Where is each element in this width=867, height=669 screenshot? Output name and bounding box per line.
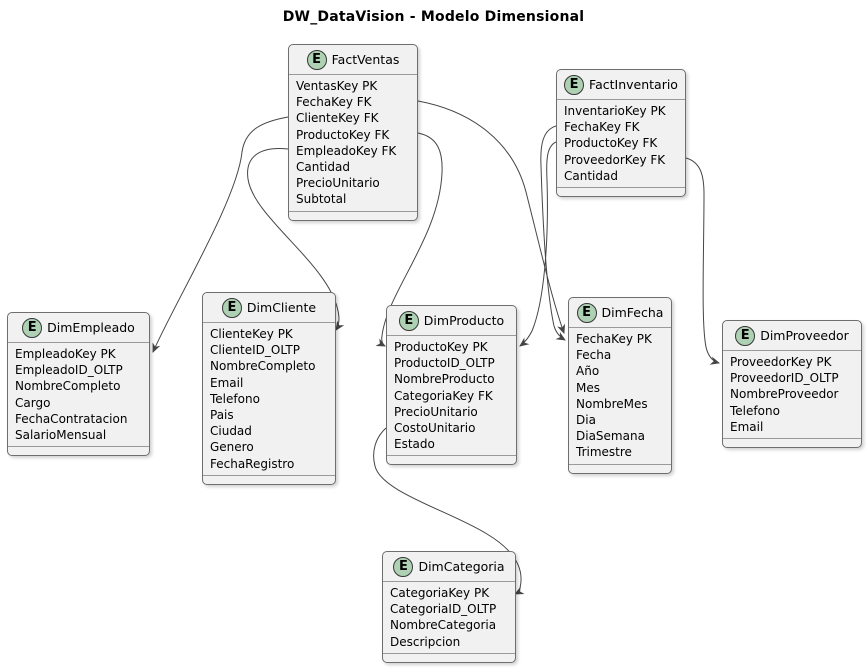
entity-dimempleado xyxy=(7,312,150,456)
entity-field: NombreProducto xyxy=(394,372,495,387)
entity-field: Fecha xyxy=(576,348,612,363)
entity-name: FactInventario xyxy=(589,77,678,92)
entity-spot-icon: E xyxy=(393,557,413,577)
entity-field: Descripcion xyxy=(390,634,461,649)
entity-name: DimProveedor xyxy=(760,328,849,343)
entity-field: PrecioUnitario xyxy=(394,404,478,419)
entity-name: DimProducto xyxy=(423,313,505,328)
edge-factinventario-dimproducto xyxy=(520,142,556,346)
entity-name: DimEmpleado xyxy=(47,320,135,335)
entity-field: Telefono xyxy=(730,403,780,418)
entity-field: ProductoKey PK xyxy=(394,340,488,354)
entity-dimcliente xyxy=(202,292,336,485)
entity-header xyxy=(723,321,861,351)
entity-field: Estado xyxy=(394,437,435,452)
entity-header xyxy=(289,45,417,75)
entity-field: Trimestre xyxy=(576,445,632,460)
entity-field: NombreCompleto xyxy=(15,379,121,394)
entity-spot-icon: E xyxy=(564,75,584,95)
entity-field: CategoriaKey FK xyxy=(394,388,493,403)
entity-field: FechaKey FK xyxy=(296,95,372,110)
entity-footer xyxy=(289,211,417,220)
diagram-title: DW_DataVision - Modelo Dimensional xyxy=(282,9,585,25)
entity-footer xyxy=(387,455,516,464)
entity-factinventario xyxy=(556,69,686,197)
entity-name: FactVentas xyxy=(331,52,400,67)
entity-header xyxy=(8,313,149,343)
entity-name: DimFecha xyxy=(601,305,664,320)
entity-dimproveedor xyxy=(722,320,862,448)
entity-spot-icon: E xyxy=(577,303,597,323)
entity-field: Telefono xyxy=(210,391,260,406)
entity-fields xyxy=(8,343,149,446)
entity-field: VentasKey PK xyxy=(296,79,378,93)
entity-field: EmpleadoKey FK xyxy=(296,143,397,158)
entity-field: ProductoKey FK xyxy=(564,136,658,151)
entity-field: CostoUnitario xyxy=(394,421,476,436)
entity-field: Ciudad xyxy=(210,424,252,439)
entity-spot-icon: E xyxy=(222,298,242,318)
entity-field: ProveedorKey PK xyxy=(730,355,832,369)
entity-fields xyxy=(387,336,516,455)
entity-header xyxy=(569,298,671,328)
entity-field: Genero xyxy=(210,440,254,455)
entity-spot-icon: E xyxy=(399,311,419,331)
entity-field: Cantidad xyxy=(296,160,350,175)
entity-field: DiaSemana xyxy=(576,429,645,444)
entity-field: ClienteKey FK xyxy=(296,111,379,126)
entity-name: DimCliente xyxy=(246,300,317,315)
entity-name: DimCategoria xyxy=(418,559,505,574)
entity-dimproducto xyxy=(386,305,517,465)
entity-field: CategoriaID_OLTP xyxy=(390,602,497,617)
entity-dimcategoria xyxy=(382,551,516,663)
entity-spot-icon: E xyxy=(307,50,327,70)
entity-field: ClienteID_OLTP xyxy=(210,343,300,358)
entity-field: ProveedorID_OLTP xyxy=(730,371,839,386)
entity-field: Dia xyxy=(576,413,596,428)
entity-field: Mes xyxy=(576,380,600,395)
entity-spot-icon: E xyxy=(735,326,755,346)
entity-field: NombreProveedor xyxy=(730,387,839,402)
entity-field: NombreCategoria xyxy=(390,618,497,633)
entity-header xyxy=(203,293,335,323)
entity-field: NombreCompleto xyxy=(210,359,316,374)
entity-fields xyxy=(203,323,335,475)
entity-field: ClienteKey PK xyxy=(210,327,293,341)
entity-field: Email xyxy=(730,419,764,434)
entity-field: NombreMes xyxy=(576,396,648,411)
entity-footer xyxy=(8,446,149,455)
edge-factventas-dimfecha xyxy=(418,101,564,333)
entity-fields xyxy=(289,75,417,211)
entity-fields xyxy=(723,351,861,438)
entity-footer xyxy=(569,464,671,473)
entity-field: Cantidad xyxy=(564,168,618,183)
entity-field: CategoriaKey PK xyxy=(390,586,490,600)
entity-field: Año xyxy=(576,364,600,379)
entity-field: ProductoID_OLTP xyxy=(394,356,495,371)
entity-field: Subtotal xyxy=(296,192,347,207)
entity-field: Email xyxy=(210,375,244,390)
entity-field: ProductoKey FK xyxy=(296,127,390,142)
edge-factinventario-dimproveedor xyxy=(686,158,719,363)
entity-field: FechaRegistro xyxy=(210,456,295,471)
entity-field: FechaKey PK xyxy=(576,332,652,346)
entity-field: FechaContratacion xyxy=(15,411,128,426)
entity-field: ProveedorKey FK xyxy=(564,152,666,167)
entity-footer xyxy=(383,653,515,662)
entity-header xyxy=(557,70,685,100)
entity-field: FechaKey FK xyxy=(564,120,640,135)
entity-header xyxy=(383,552,515,582)
entity-fields xyxy=(383,582,515,653)
entity-dimfecha xyxy=(568,297,672,474)
entity-footer xyxy=(723,438,861,447)
entity-field: InventarioKey PK xyxy=(564,104,666,118)
entity-spot-icon: E xyxy=(22,318,42,338)
entity-fields xyxy=(569,328,671,464)
entity-factventas xyxy=(288,44,418,221)
entity-footer xyxy=(557,187,685,196)
entity-field: PrecioUnitario xyxy=(296,176,380,191)
entity-fields xyxy=(557,100,685,187)
entity-field: EmpleadoKey PK xyxy=(15,347,116,361)
entity-footer xyxy=(203,475,335,484)
entity-field: SalarioMensual xyxy=(15,428,107,443)
entity-field: EmpleadoID_OLTP xyxy=(15,363,123,378)
entity-field: Cargo xyxy=(15,395,51,410)
entity-header xyxy=(387,306,516,336)
entity-field: Pais xyxy=(210,408,234,423)
